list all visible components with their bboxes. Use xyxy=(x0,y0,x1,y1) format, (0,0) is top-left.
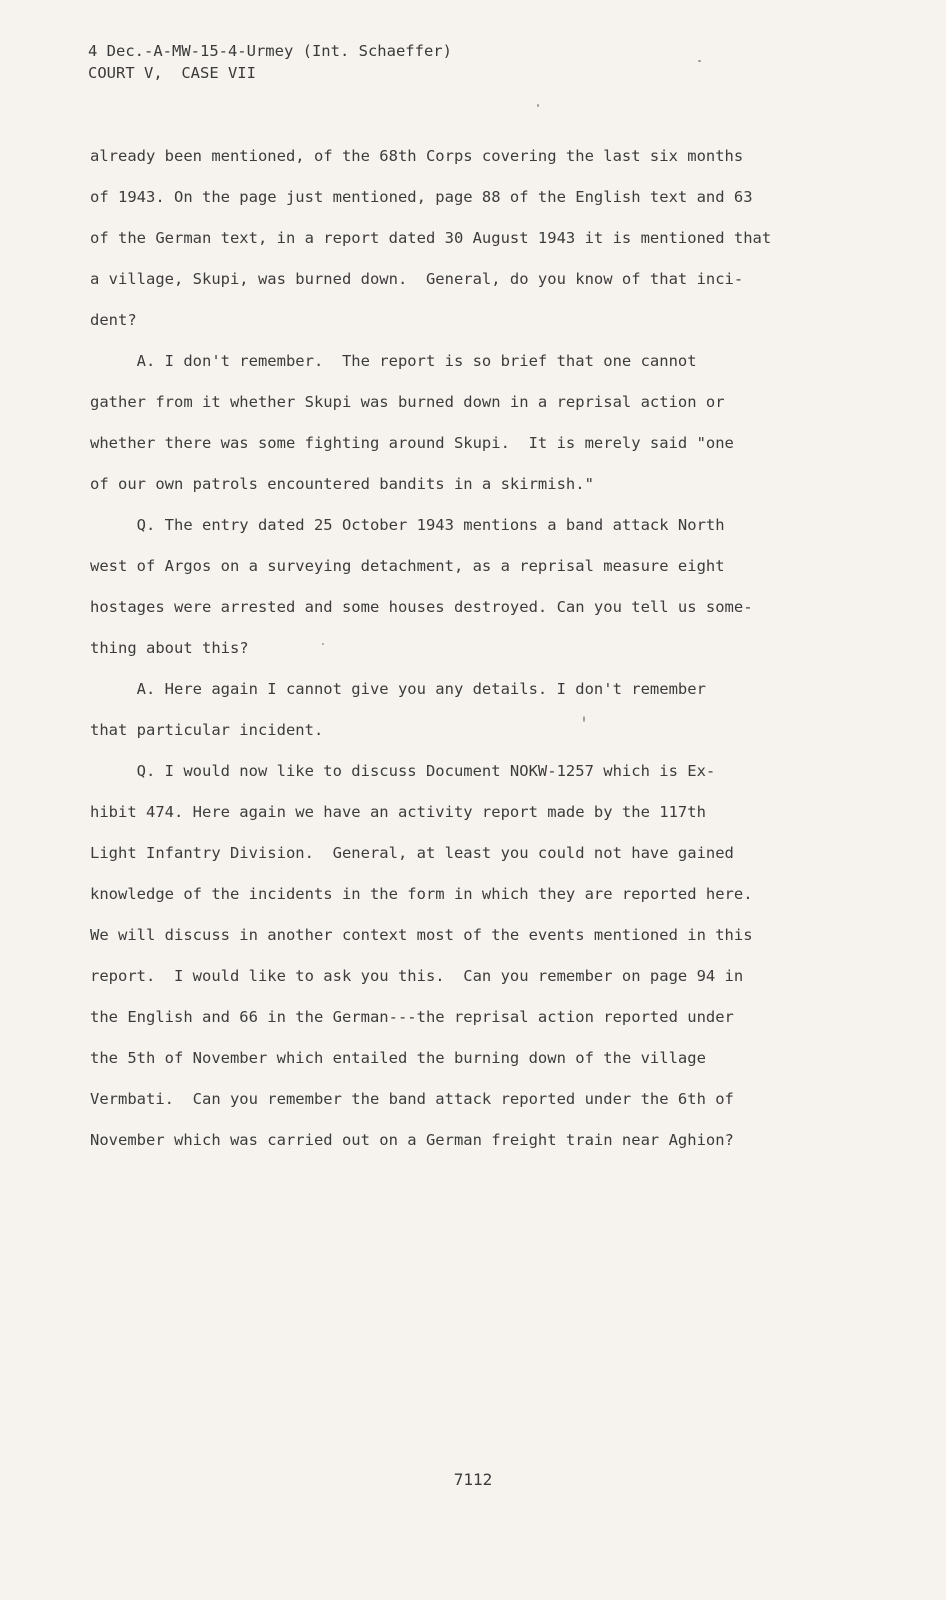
text-line: report. I would like to ask you this. Can you remember on page 94 in xyxy=(90,967,744,985)
text-line: Q. I would now like to discuss Document NOKW-1257 which is Ex- xyxy=(90,762,716,780)
text-line: of our own patrols encountered bandits in a skirmish." xyxy=(90,475,594,493)
text-line: whether there was some fighting around Skupi. It is merely said "one xyxy=(90,434,734,452)
text-line: Q. The entry dated 25 October 1943 mentions a band attack North xyxy=(90,516,725,534)
header-line-1: 4 Dec.-A-MW-15-4-Urmey (Int. Schaeffer) xyxy=(88,42,452,60)
text-line: November which was carried out on a German freight train near Aghion? xyxy=(90,1131,734,1149)
text-line: Vermbati. Can you remember the band attack reported under the 6th of xyxy=(90,1090,734,1108)
text-line: gather from it whether Skupi was burned down in a reprisal action or xyxy=(90,393,725,411)
paper-speck xyxy=(583,716,585,722)
text-line: dent? xyxy=(90,311,137,329)
header xyxy=(88,40,452,84)
text-line: of the German text, in a report dated 30 August 1943 it is mentioned that xyxy=(90,229,772,247)
text-line: of 1943. On the page just mentioned, page 88 of the English text and 63 xyxy=(90,188,753,206)
text-line: Light Infantry Division. General, at least you could not have gained xyxy=(90,844,734,862)
paper-speck xyxy=(537,104,539,107)
text-line: hostages were arrested and some houses destroyed. Can you tell us some- xyxy=(90,598,753,616)
header-line-2: COURT V, CASE VII xyxy=(88,64,256,82)
paper-speck xyxy=(698,60,701,62)
text-line: thing about this? xyxy=(90,639,249,657)
text-line: A. I don't remember. The report is so brief that one cannot xyxy=(90,352,697,370)
paper-speck xyxy=(322,643,324,645)
text-line: the English and 66 in the German---the reprisal action reported under xyxy=(90,1008,734,1026)
text-line: a village, Skupi, was burned down. General, do you know of that inci- xyxy=(90,270,744,288)
text-line: We will discuss in another context most of the events mentioned in this xyxy=(90,926,753,944)
text-line: A. Here again I cannot give you any details. I don't remember xyxy=(90,680,706,698)
text-line: the 5th of November which entailed the burning down of the village xyxy=(90,1049,706,1067)
text-line: that particular incident. xyxy=(90,721,324,739)
text-line: knowledge of the incidents in the form in which they are reported here. xyxy=(90,885,753,903)
testimony-text xyxy=(90,136,850,1161)
text-line: hibit 474. Here again we have an activity report made by the 117th xyxy=(90,803,706,821)
text-line: west of Argos on a surveying detachment, as a reprisal measure eight xyxy=(90,557,725,575)
page-number: 7112 xyxy=(453,1470,493,1489)
text-line: already been mentioned, of the 68th Corps covering the last six months xyxy=(90,147,744,165)
